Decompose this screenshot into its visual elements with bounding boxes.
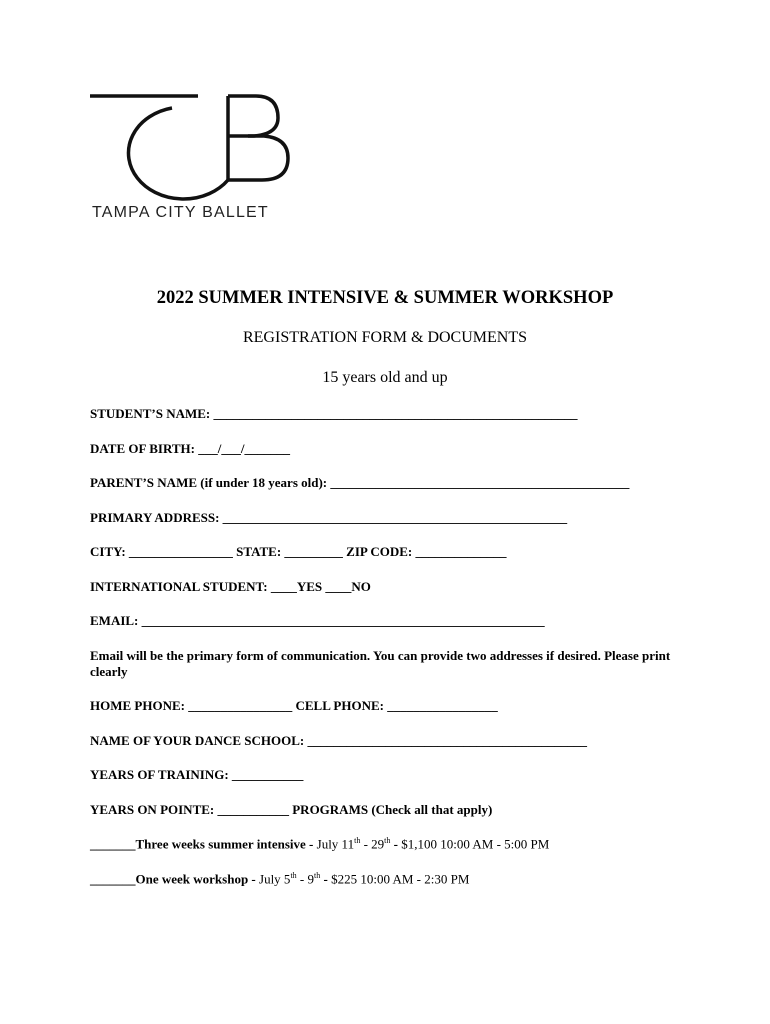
page-subtitle: REGISTRATION FORM & DOCUMENTS <box>242 329 528 346</box>
program-workshop-dash: - <box>320 871 332 887</box>
years-pointe-field[interactable]: YEARS ON POINTE: ___________ PROGRAMS (Check all that apply) <box>90 802 493 817</box>
parent-name-field[interactable]: PARENT’S NAME (if under 18 years old): ______________________________________________ <box>90 475 630 490</box>
program-intensive-end-sup: th <box>384 836 391 845</box>
program-intensive-dash: - <box>390 836 402 852</box>
date-of-birth-field[interactable]: DATE OF BIRTH: ___/___/_______ <box>90 441 290 456</box>
program-workshop-start-sup: th <box>290 871 297 880</box>
program-intensive-option[interactable] <box>90 836 549 852</box>
international-student-field[interactable]: INTERNATIONAL STUDENT: ____YES ____NO <box>90 579 371 594</box>
phone-fields[interactable]: HOME PHONE: ________________ CELL PHONE: _________________ <box>90 698 498 713</box>
program-intensive-start-sup: th <box>354 836 361 845</box>
program-workshop-end-sup: th <box>314 871 321 880</box>
page-title: 2022 SUMMER INTENSIVE & SUMMER WORKSHOP <box>156 288 614 308</box>
tcb-logo <box>88 88 298 238</box>
program-workshop-option[interactable] <box>90 871 469 887</box>
primary-address-field[interactable]: PRIMARY ADDRESS: _____________________________________________________ <box>90 510 568 525</box>
program-workshop-blank[interactable]: _______ <box>90 871 136 887</box>
student-name-field[interactable]: STUDENT’S NAME: ________________________________________________________ <box>90 406 578 421</box>
logo-org-name: TAMPA CITY BALLET <box>92 204 269 221</box>
program-workshop-date-start: July 5 <box>255 871 291 887</box>
tcb-monogram-icon <box>88 88 298 203</box>
program-workshop-name: One week workshop - <box>135 871 256 887</box>
program-intensive-blank[interactable]: _______ <box>90 836 136 852</box>
dance-school-field[interactable]: NAME OF YOUR DANCE SCHOOL: ___________________________________________ <box>90 733 588 748</box>
years-training-field[interactable]: YEARS OF TRAINING: ___________ <box>90 767 304 782</box>
program-intensive-date-end: - 29 <box>360 836 385 852</box>
program-intensive-name: Three weeks summer intensive - <box>135 836 314 852</box>
email-note: Email will be the primary form of communication. You can provide two addresses if desired. Please print clearly <box>90 648 671 679</box>
program-intensive-date-start: July 11 <box>313 836 355 852</box>
program-workshop-date-end: - 9 <box>296 871 315 887</box>
city-state-zip-field[interactable]: CITY: ________________ STATE: _________ ZIP CODE: ______________ <box>90 544 507 559</box>
age-requirement: 15 years old and up <box>322 369 448 386</box>
program-intensive-details: $1,100 10:00 AM - 5:00 PM <box>401 836 550 852</box>
program-workshop-details: $225 10:00 AM - 2:30 PM <box>331 871 470 887</box>
email-field[interactable]: EMAIL: ______________________________________________________________ <box>90 613 545 628</box>
